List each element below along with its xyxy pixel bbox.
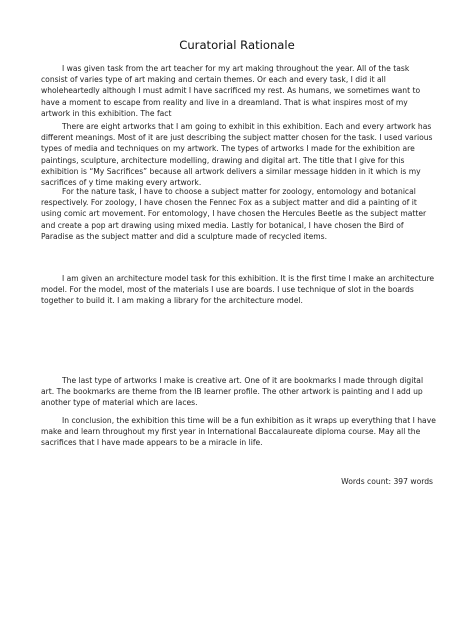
paragraph-architecture-task: I am given an architecture model task for this exhibition. It is the first time I make an architecture model. For the model, most of the materials I use are boards. I use technique of slot in the boards together to build it. I am making a library for the architecture model. bbox=[41, 274, 435, 306]
document-title: Curatorial Rationale bbox=[179, 38, 295, 52]
paragraph-conclusion: In conclusion, the exhibition this time will be a fun exhibition as it wraps up everything that I have make and learn throughout my first year in International Baccalaureate diploma course. May all the sacrifices that I have made appears to be a miracle in life. bbox=[41, 416, 436, 448]
paragraph-artworks-overview: There are eight artworks that I am going to exhibit in this exhibition. Each and every artwork has different meanings. Most of it are just describing the subject matter chosen for the task. I used various types of media and techniques on my artwork. The types of artworks I made for the exhibition are paintings, sculpture, architecture modelling, drawing and digital art. The title that I give for this exhibition is “My Sacrifices” because all artwork delivers a similar message hidden in it which is my sacrifices of y time making every artwork. bbox=[41, 122, 433, 188]
paragraph-creative-art: The last type of artworks I make is creative art. One of it are bookmarks I made through digital art. The bookmarks are theme from the IB learner profile. The other artwork is painting and I add up another type of material which are laces. bbox=[41, 376, 424, 408]
word-count: Words count: 397 words bbox=[341, 477, 433, 486]
paragraph-introduction: I was given task from the art teacher for my art making throughout the year. All of the task consist of varies type of art making and certain themes. Or each and every task, I did it all wholeheartedly although I must admit I have sacrificed my rest. As humans, we sometimes want to have a moment to escape from reality and live in a dreamland. That is what inspires most of my artwork in this exhibition. The fact bbox=[41, 64, 421, 118]
paragraph-nature-task: For the nature task, I have to choose a subject matter for zoology, entomology and botanical respectively. For zoology, I have chosen the Fennec Fox as a subject matter and did a painting of it using comic art movement. For entomology, I have chosen the Hercules Beetle as the subject matter and create a pop art drawing using mixed media. Lastly for botanical, I have chosen the Bird of Paradise as the subject matter and did a sculpture made of recycled items. bbox=[41, 187, 427, 241]
